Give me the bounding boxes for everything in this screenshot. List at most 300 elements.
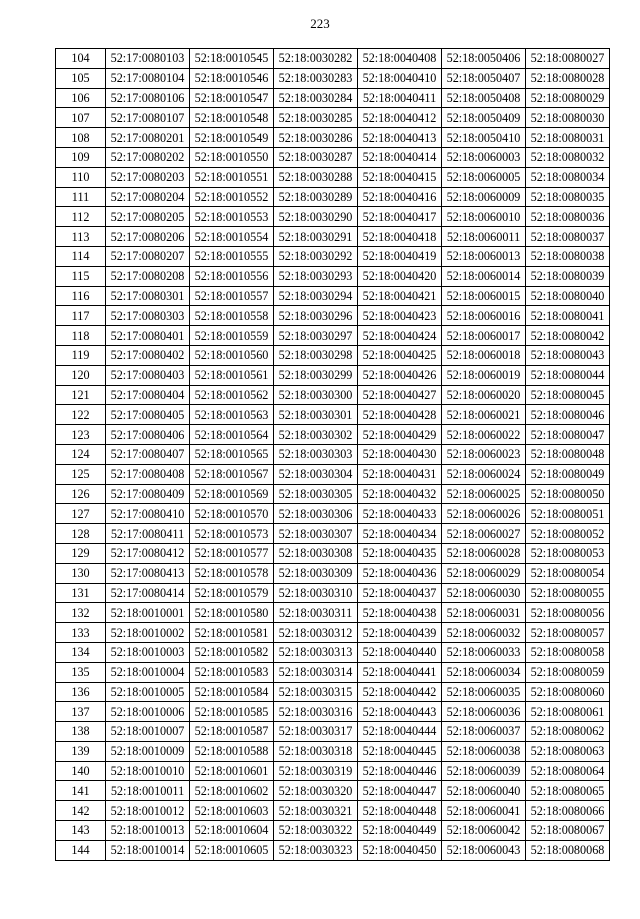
row-number-cell: 121 [56, 385, 106, 405]
cadastral-number-cell: 52:18:0080040 [526, 286, 610, 306]
cadastral-number-cell: 52:18:0040435 [358, 543, 442, 563]
cadastral-number-cell: 52:18:0080053 [526, 543, 610, 563]
cadastral-number-cell: 52:18:0080030 [526, 108, 610, 128]
cadastral-number-cell: 52:18:0010002 [106, 623, 190, 643]
cadastral-number-cell: 52:18:0080034 [526, 167, 610, 187]
cadastral-number-cell: 52:18:0030292 [274, 246, 358, 266]
table-row [56, 642, 610, 662]
cadastral-number-cell: 52:18:0010545 [190, 49, 274, 69]
cadastral-number-cell: 52:17:0080413 [106, 563, 190, 583]
cadastral-number-cell: 52:18:0030320 [274, 781, 358, 801]
table-row [56, 504, 610, 524]
cadastral-number-cell: 52:18:0030306 [274, 504, 358, 524]
cadastral-number-cell: 52:17:0080411 [106, 524, 190, 544]
cadastral-number-cell: 52:18:0010562 [190, 385, 274, 405]
cadastral-number-cell: 52:18:0080043 [526, 345, 610, 365]
table-row [56, 405, 610, 425]
row-number-cell: 125 [56, 464, 106, 484]
cadastral-number-cell: 52:18:0080029 [526, 88, 610, 108]
cadastral-number-cell: 52:17:0080104 [106, 68, 190, 88]
cadastral-number-cell: 52:18:0010001 [106, 603, 190, 623]
cadastral-number-cell: 52:18:0040437 [358, 583, 442, 603]
cadastral-number-cell: 52:17:0080405 [106, 405, 190, 425]
table-row [56, 761, 610, 781]
cadastral-number-cell: 52:18:0010563 [190, 405, 274, 425]
cadastral-number-cell: 52:18:0030302 [274, 425, 358, 445]
cadastral-number-cell: 52:18:0010547 [190, 88, 274, 108]
cadastral-number-cell: 52:18:0030294 [274, 286, 358, 306]
cadastral-number-cell: 52:18:0080027 [526, 49, 610, 69]
cadastral-number-cell: 52:18:0050408 [442, 88, 526, 108]
cadastral-number-cell: 52:18:0040420 [358, 266, 442, 286]
cadastral-number-cell: 52:18:0060022 [442, 425, 526, 445]
cadastral-table [55, 48, 610, 861]
row-number-cell: 124 [56, 444, 106, 464]
cadastral-number-cell: 52:17:0080402 [106, 345, 190, 365]
cadastral-number-cell: 52:18:0040431 [358, 464, 442, 484]
cadastral-number-cell: 52:18:0010567 [190, 464, 274, 484]
cadastral-number-cell: 52:18:0030297 [274, 326, 358, 346]
cadastral-number-cell: 52:18:0030301 [274, 405, 358, 425]
cadastral-number-cell: 52:18:0010588 [190, 741, 274, 761]
cadastral-number-cell: 52:18:0060020 [442, 385, 526, 405]
cadastral-number-cell: 52:18:0060015 [442, 286, 526, 306]
table-row [56, 266, 610, 286]
cadastral-number-cell: 52:18:0060005 [442, 167, 526, 187]
row-number-cell: 112 [56, 207, 106, 227]
cadastral-number-cell: 52:18:0060038 [442, 741, 526, 761]
cadastral-number-cell: 52:17:0080412 [106, 543, 190, 563]
cadastral-number-cell: 52:18:0010007 [106, 722, 190, 742]
table-body [56, 49, 610, 861]
cadastral-number-cell: 52:18:0080062 [526, 722, 610, 742]
cadastral-number-cell: 52:18:0080036 [526, 207, 610, 227]
cadastral-number-cell: 52:18:0010555 [190, 246, 274, 266]
cadastral-number-cell: 52:18:0010006 [106, 702, 190, 722]
cadastral-number-cell: 52:18:0080067 [526, 821, 610, 841]
cadastral-number-cell: 52:18:0040441 [358, 662, 442, 682]
cadastral-number-cell: 52:17:0080303 [106, 306, 190, 326]
row-number-cell: 136 [56, 682, 106, 702]
cadastral-number-cell: 52:18:0010579 [190, 583, 274, 603]
cadastral-number-cell: 52:18:0030299 [274, 365, 358, 385]
cadastral-number-cell: 52:18:0060013 [442, 246, 526, 266]
cadastral-number-cell: 52:18:0030291 [274, 227, 358, 247]
cadastral-number-cell: 52:18:0050409 [442, 108, 526, 128]
cadastral-number-cell: 52:18:0010578 [190, 563, 274, 583]
row-number-cell: 140 [56, 761, 106, 781]
cadastral-number-cell: 52:18:0040442 [358, 682, 442, 702]
row-number-cell: 122 [56, 405, 106, 425]
cadastral-number-cell: 52:18:0060014 [442, 266, 526, 286]
cadastral-number-cell: 52:18:0030310 [274, 583, 358, 603]
cadastral-number-cell: 52:18:0040445 [358, 741, 442, 761]
cadastral-number-cell: 52:18:0060042 [442, 821, 526, 841]
cadastral-number-cell: 52:18:0080046 [526, 405, 610, 425]
cadastral-number-cell: 52:18:0040417 [358, 207, 442, 227]
cadastral-number-cell: 52:17:0080408 [106, 464, 190, 484]
table-row [56, 623, 610, 643]
cadastral-number-cell: 52:18:0030283 [274, 68, 358, 88]
cadastral-number-cell: 52:18:0010558 [190, 306, 274, 326]
table-row [56, 464, 610, 484]
cadastral-number-cell: 52:18:0010561 [190, 365, 274, 385]
row-number-cell: 144 [56, 840, 106, 860]
cadastral-number-cell: 52:17:0080407 [106, 444, 190, 464]
row-number-cell: 115 [56, 266, 106, 286]
row-number-cell: 128 [56, 524, 106, 544]
cadastral-number-cell: 52:18:0040439 [358, 623, 442, 643]
cadastral-number-cell: 52:18:0080052 [526, 524, 610, 544]
cadastral-number-cell: 52:18:0030303 [274, 444, 358, 464]
cadastral-number-cell: 52:18:0040415 [358, 167, 442, 187]
cadastral-number-cell: 52:18:0010550 [190, 147, 274, 167]
table-row [56, 741, 610, 761]
cadastral-number-cell: 52:18:0080038 [526, 246, 610, 266]
cadastral-number-cell: 52:17:0080204 [106, 187, 190, 207]
cadastral-number-cell: 52:18:0060034 [442, 662, 526, 682]
table-row [56, 840, 610, 860]
cadastral-number-cell: 52:18:0060041 [442, 801, 526, 821]
cadastral-number-cell: 52:18:0010587 [190, 722, 274, 742]
cadastral-number-cell: 52:18:0040426 [358, 365, 442, 385]
table-row [56, 49, 610, 69]
cadastral-number-cell: 52:18:0030318 [274, 741, 358, 761]
row-number-cell: 137 [56, 702, 106, 722]
cadastral-number-cell: 52:18:0030285 [274, 108, 358, 128]
row-number-cell: 104 [56, 49, 106, 69]
cadastral-number-cell: 52:18:0010569 [190, 484, 274, 504]
cadastral-number-cell: 52:18:0030313 [274, 642, 358, 662]
row-number-cell: 143 [56, 821, 106, 841]
cadastral-number-cell: 52:18:0030305 [274, 484, 358, 504]
cadastral-number-cell: 52:18:0060009 [442, 187, 526, 207]
cadastral-number-cell: 52:18:0010546 [190, 68, 274, 88]
table-row [56, 603, 610, 623]
cadastral-number-cell: 52:18:0010564 [190, 425, 274, 445]
cadastral-number-cell: 52:18:0080061 [526, 702, 610, 722]
cadastral-number-cell: 52:18:0080063 [526, 741, 610, 761]
table-row [56, 543, 610, 563]
cadastral-number-cell: 52:18:0060024 [442, 464, 526, 484]
cadastral-number-cell: 52:18:0040450 [358, 840, 442, 860]
row-number-cell: 127 [56, 504, 106, 524]
row-number-cell: 139 [56, 741, 106, 761]
cadastral-number-cell: 52:18:0010548 [190, 108, 274, 128]
cadastral-number-cell: 52:18:0060017 [442, 326, 526, 346]
row-number-cell: 108 [56, 128, 106, 148]
cadastral-number-cell: 52:18:0010603 [190, 801, 274, 821]
table-row [56, 563, 610, 583]
cadastral-number-cell: 52:18:0010551 [190, 167, 274, 187]
cadastral-number-cell: 52:18:0040443 [358, 702, 442, 722]
cadastral-number-cell: 52:18:0060003 [442, 147, 526, 167]
row-number-cell: 118 [56, 326, 106, 346]
cadastral-number-cell: 52:18:0030288 [274, 167, 358, 187]
cadastral-number-cell: 52:18:0040433 [358, 504, 442, 524]
table-row [56, 68, 610, 88]
table-row [56, 484, 610, 504]
cadastral-number-cell: 52:18:0010012 [106, 801, 190, 821]
cadastral-number-cell: 52:18:0080041 [526, 306, 610, 326]
cadastral-number-cell: 52:18:0040440 [358, 642, 442, 662]
cadastral-number-cell: 52:18:0010559 [190, 326, 274, 346]
cadastral-number-cell: 52:18:0040432 [358, 484, 442, 504]
cadastral-number-cell: 52:18:0060037 [442, 722, 526, 742]
cadastral-number-cell: 52:18:0080066 [526, 801, 610, 821]
cadastral-number-cell: 52:18:0040428 [358, 405, 442, 425]
cadastral-number-cell: 52:18:0080051 [526, 504, 610, 524]
cadastral-table-container [55, 48, 610, 861]
cadastral-number-cell: 52:18:0010553 [190, 207, 274, 227]
cadastral-number-cell: 52:18:0030317 [274, 722, 358, 742]
cadastral-number-cell: 52:18:0040436 [358, 563, 442, 583]
cadastral-number-cell: 52:17:0080107 [106, 108, 190, 128]
cadastral-number-cell: 52:18:0060021 [442, 405, 526, 425]
cadastral-number-cell: 52:18:0080060 [526, 682, 610, 702]
cadastral-number-cell: 52:18:0060011 [442, 227, 526, 247]
cadastral-number-cell: 52:18:0010004 [106, 662, 190, 682]
table-row [56, 702, 610, 722]
cadastral-number-cell: 52:18:0080044 [526, 365, 610, 385]
cadastral-number-cell: 52:18:0030298 [274, 345, 358, 365]
cadastral-number-cell: 52:18:0040412 [358, 108, 442, 128]
cadastral-number-cell: 52:18:0080058 [526, 642, 610, 662]
cadastral-number-cell: 52:18:0010011 [106, 781, 190, 801]
cadastral-number-cell: 52:18:0030316 [274, 702, 358, 722]
cadastral-number-cell: 52:18:0060033 [442, 642, 526, 662]
table-row [56, 662, 610, 682]
row-number-cell: 109 [56, 147, 106, 167]
cadastral-number-cell: 52:17:0080106 [106, 88, 190, 108]
cadastral-number-cell: 52:18:0030284 [274, 88, 358, 108]
cadastral-number-cell: 52:18:0060010 [442, 207, 526, 227]
cadastral-number-cell: 52:18:0010584 [190, 682, 274, 702]
cadastral-number-cell: 52:18:0010557 [190, 286, 274, 306]
cadastral-number-cell: 52:17:0080404 [106, 385, 190, 405]
table-row [56, 682, 610, 702]
cadastral-number-cell: 52:18:0030312 [274, 623, 358, 643]
table-row [56, 147, 610, 167]
cadastral-number-cell: 52:18:0060029 [442, 563, 526, 583]
cadastral-number-cell: 52:18:0040425 [358, 345, 442, 365]
row-number-cell: 141 [56, 781, 106, 801]
row-number-cell: 134 [56, 642, 106, 662]
cadastral-number-cell: 52:18:0040447 [358, 781, 442, 801]
row-number-cell: 126 [56, 484, 106, 504]
cadastral-number-cell: 52:18:0060023 [442, 444, 526, 464]
cadastral-number-cell: 52:18:0030308 [274, 543, 358, 563]
cadastral-number-cell: 52:18:0010013 [106, 821, 190, 841]
cadastral-number-cell: 52:18:0010580 [190, 603, 274, 623]
cadastral-number-cell: 52:18:0030307 [274, 524, 358, 544]
table-row [56, 385, 610, 405]
cadastral-number-cell: 52:18:0010009 [106, 741, 190, 761]
table-row [56, 345, 610, 365]
cadastral-number-cell: 52:18:0030309 [274, 563, 358, 583]
cadastral-number-cell: 52:18:0040418 [358, 227, 442, 247]
cadastral-number-cell: 52:18:0030315 [274, 682, 358, 702]
cadastral-number-cell: 52:18:0030289 [274, 187, 358, 207]
cadastral-number-cell: 52:17:0080208 [106, 266, 190, 286]
cadastral-number-cell: 52:18:0050406 [442, 49, 526, 69]
cadastral-number-cell: 52:18:0060027 [442, 524, 526, 544]
row-number-cell: 114 [56, 246, 106, 266]
cadastral-number-cell: 52:18:0010582 [190, 642, 274, 662]
cadastral-number-cell: 52:18:0060030 [442, 583, 526, 603]
row-number-cell: 105 [56, 68, 106, 88]
cadastral-number-cell: 52:18:0040448 [358, 801, 442, 821]
cadastral-number-cell: 52:18:0080068 [526, 840, 610, 860]
table-row [56, 246, 610, 266]
cadastral-number-cell: 52:18:0080057 [526, 623, 610, 643]
page-number: 223 [310, 16, 330, 31]
cadastral-number-cell: 52:18:0080059 [526, 662, 610, 682]
cadastral-number-cell: 52:17:0080409 [106, 484, 190, 504]
cadastral-number-cell: 52:18:0060028 [442, 543, 526, 563]
cadastral-number-cell: 52:18:0080047 [526, 425, 610, 445]
cadastral-number-cell: 52:18:0060039 [442, 761, 526, 781]
cadastral-number-cell: 52:17:0080401 [106, 326, 190, 346]
cadastral-number-cell: 52:17:0080406 [106, 425, 190, 445]
cadastral-number-cell: 52:18:0040423 [358, 306, 442, 326]
cadastral-number-cell: 52:18:0030319 [274, 761, 358, 781]
row-number-cell: 129 [56, 543, 106, 563]
table-row [56, 365, 610, 385]
cadastral-number-cell: 52:18:0010583 [190, 662, 274, 682]
table-row [56, 306, 610, 326]
table-row [56, 444, 610, 464]
cadastral-number-cell: 52:18:0060018 [442, 345, 526, 365]
cadastral-number-cell: 52:18:0040410 [358, 68, 442, 88]
row-number-cell: 119 [56, 345, 106, 365]
cadastral-number-cell: 52:18:0060036 [442, 702, 526, 722]
cadastral-number-cell: 52:18:0060031 [442, 603, 526, 623]
cadastral-number-cell: 52:18:0030323 [274, 840, 358, 860]
row-number-cell: 113 [56, 227, 106, 247]
cadastral-number-cell: 52:18:0010014 [106, 840, 190, 860]
cadastral-number-cell: 52:18:0080055 [526, 583, 610, 603]
row-number-cell: 123 [56, 425, 106, 445]
cadastral-number-cell: 52:17:0080206 [106, 227, 190, 247]
cadastral-number-cell: 52:18:0040421 [358, 286, 442, 306]
row-number-cell: 133 [56, 623, 106, 643]
cadastral-number-cell: 52:18:0010573 [190, 524, 274, 544]
cadastral-number-cell: 52:18:0060026 [442, 504, 526, 524]
cadastral-number-cell: 52:18:0080045 [526, 385, 610, 405]
cadastral-number-cell: 52:17:0080103 [106, 49, 190, 69]
cadastral-number-cell: 52:18:0050410 [442, 128, 526, 148]
table-row [56, 781, 610, 801]
cadastral-number-cell: 52:18:0010560 [190, 345, 274, 365]
row-number-cell: 107 [56, 108, 106, 128]
cadastral-number-cell: 52:18:0060016 [442, 306, 526, 326]
cadastral-number-cell: 52:18:0010010 [106, 761, 190, 781]
cadastral-number-cell: 52:18:0030282 [274, 49, 358, 69]
cadastral-number-cell: 52:18:0010005 [106, 682, 190, 702]
cadastral-number-cell: 52:17:0080414 [106, 583, 190, 603]
cadastral-number-cell: 52:18:0040430 [358, 444, 442, 464]
cadastral-number-cell: 52:18:0010581 [190, 623, 274, 643]
cadastral-number-cell: 52:18:0040413 [358, 128, 442, 148]
cadastral-number-cell: 52:18:0040444 [358, 722, 442, 742]
cadastral-number-cell: 52:18:0040424 [358, 326, 442, 346]
cadastral-number-cell: 52:18:0080037 [526, 227, 610, 247]
row-number-cell: 130 [56, 563, 106, 583]
cadastral-number-cell: 52:18:0030322 [274, 821, 358, 841]
cadastral-number-cell: 52:18:0030293 [274, 266, 358, 286]
cadastral-number-cell: 52:18:0040416 [358, 187, 442, 207]
cadastral-number-cell: 52:18:0030287 [274, 147, 358, 167]
cadastral-number-cell: 52:18:0030304 [274, 464, 358, 484]
row-number-cell: 106 [56, 88, 106, 108]
cadastral-number-cell: 52:17:0080202 [106, 147, 190, 167]
cadastral-number-cell: 52:18:0080050 [526, 484, 610, 504]
table-row [56, 722, 610, 742]
cadastral-number-cell: 52:17:0080403 [106, 365, 190, 385]
cadastral-number-cell: 52:18:0010604 [190, 821, 274, 841]
row-number-cell: 135 [56, 662, 106, 682]
cadastral-number-cell: 52:18:0040419 [358, 246, 442, 266]
table-row [56, 128, 610, 148]
cadastral-number-cell: 52:18:0040414 [358, 147, 442, 167]
cadastral-number-cell: 52:18:0060032 [442, 623, 526, 643]
cadastral-number-cell: 52:18:0080042 [526, 326, 610, 346]
cadastral-number-cell: 52:18:0010585 [190, 702, 274, 722]
cadastral-number-cell: 52:18:0080032 [526, 147, 610, 167]
cadastral-number-cell: 52:18:0010003 [106, 642, 190, 662]
table-row [56, 187, 610, 207]
cadastral-number-cell: 52:18:0060019 [442, 365, 526, 385]
table-row [56, 583, 610, 603]
cadastral-number-cell: 52:18:0010552 [190, 187, 274, 207]
row-number-cell: 132 [56, 603, 106, 623]
table-row [56, 801, 610, 821]
cadastral-number-cell: 52:18:0010605 [190, 840, 274, 860]
cadastral-number-cell: 52:17:0080201 [106, 128, 190, 148]
cadastral-number-cell: 52:18:0080048 [526, 444, 610, 464]
cadastral-number-cell: 52:18:0040434 [358, 524, 442, 544]
cadastral-number-cell: 52:18:0030314 [274, 662, 358, 682]
cadastral-number-cell: 52:18:0010556 [190, 266, 274, 286]
cadastral-number-cell: 52:18:0060025 [442, 484, 526, 504]
table-row [56, 821, 610, 841]
table-row [56, 227, 610, 247]
cadastral-number-cell: 52:18:0030311 [274, 603, 358, 623]
cadastral-number-cell: 52:18:0040429 [358, 425, 442, 445]
table-row [56, 88, 610, 108]
cadastral-number-cell: 52:18:0040411 [358, 88, 442, 108]
cadastral-number-cell: 52:18:0080031 [526, 128, 610, 148]
cadastral-number-cell: 52:18:0010554 [190, 227, 274, 247]
cadastral-number-cell: 52:18:0080039 [526, 266, 610, 286]
cadastral-number-cell: 52:17:0080301 [106, 286, 190, 306]
table-row [56, 425, 610, 445]
cadastral-number-cell: 52:18:0010577 [190, 543, 274, 563]
cadastral-number-cell: 52:18:0030321 [274, 801, 358, 821]
cadastral-number-cell: 52:18:0060040 [442, 781, 526, 801]
row-number-cell: 131 [56, 583, 106, 603]
cadastral-number-cell: 52:18:0030300 [274, 385, 358, 405]
cadastral-number-cell: 52:18:0060035 [442, 682, 526, 702]
cadastral-number-cell: 52:18:0080035 [526, 187, 610, 207]
table-row [56, 207, 610, 227]
cadastral-number-cell: 52:18:0040408 [358, 49, 442, 69]
cadastral-number-cell: 52:18:0030296 [274, 306, 358, 326]
row-number-cell: 117 [56, 306, 106, 326]
cadastral-number-cell: 52:18:0080056 [526, 603, 610, 623]
row-number-cell: 142 [56, 801, 106, 821]
